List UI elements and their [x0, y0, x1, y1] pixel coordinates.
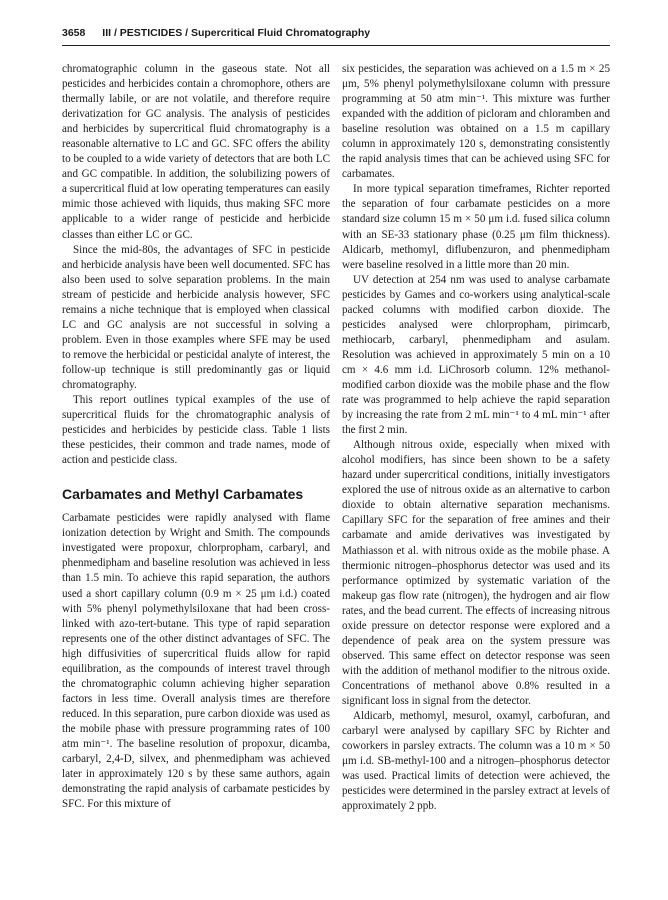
- paragraph: Since the mid-80s, the advantages of SFC in pesticide and herbicide analysis have been well documented. SFC has also been used to solve separation problems. In the main stream of pesticide and herbicide analysis however, SFC remains a niche technique that is employed when classical LC and GC analysis are not successful in solving a problem. Even in those examples where SFE may be used to remove the herbicidal or pesticidal analyte of interest, the follow-up technique is still predominantly gas or liquid chromatography.: [62, 243, 330, 391]
- paragraph: Aldicarb, methomyl, mesurol, oxamyl, carbofuran, and carbaryl were analysed by capillary SFC by Richter and coworkers in parsley extracts. The column was a 10 m × 50 μm i.d. SB-methyl-100 and a nitrogen–phosphorus detector was used. Practical limits of detection were achieved, the pesticides were determined in the parsley extract at levels of approximately 2 ppb.: [342, 710, 610, 813]
- left-column: [62, 62, 330, 812]
- running-title: III / PESTICIDES / Supercritical Fluid Chromatography: [102, 27, 371, 39]
- section-heading: Carbamates and Methyl Carbamates: [62, 486, 304, 503]
- header-rule: [62, 45, 610, 46]
- running-header: [62, 27, 610, 39]
- paragraph: chromatographic column in the gaseous state. Not all pesticides and herbicides contain a chromophore, others are thermally labile, or are not volatile, and therefore require derivatization for GC analysis. The analysis of pesticides and herbicides by supercritical fluid chromatography is a reasonable alternative to LC and GC. SFC offers the ability to be coupled to a wide variety of detectors that are both LC and GC compatible. In addition, the solubilizing powers of a supercritical fluid at low operating temperatures can easily mimic those achieved with liquids, thus making SFC more applicable to a wider range of pesticide and herbicide classes than either LC or GC.: [62, 63, 330, 241]
- page-number: 3658: [62, 27, 86, 39]
- paragraph: In more typical separation timeframes, Richter reported the separation of four carbamate pesticides on a more standard size column 15 m × 50 μm i.d. fused silica column with an SE-33 stationary phase (0.25 μm film thickness). Aldicarb, methomyl, diflubenzuron, and phenmedipham were baseline resolved in a little more than 20 min.: [342, 183, 610, 271]
- paragraph: This report outlines typical examples of the use of supercritical fluids for the chromatographic analysis of pesticides and herbicides by pesticide class. Table 1 lists these pesticides, their common and trade names, mode of action and pesticide class.: [62, 394, 330, 467]
- right-column: [342, 62, 610, 814]
- paragraph: Although nitrous oxide, especially when mixed with alcohol modifiers, has since been shown to be a safety hazard under supercritical conditions, initially investigators explored the use of nitrous oxide as an alternative to carbon dioxide to obtain alternative separation mechanisms. Capillary SFC for the separation of free amines and their carbamate and amide derivatives was investigated by Mathiasson et al. with nitrous oxide as the mobile phase. A thermionic nitrogen–phosphorus detector was used and its performance optimized by systematic variation of the makeup gas flow rate (nitrogen), the hydrogen and air flow rates, and the bead current. The effects of increasing nitrous oxide pressure on detector response were explored and a dependence of peak area on the system pressure was observed. This same effect on detector response was seen with the addition of methanol modifier to the nitrous oxide. Concentrations of methanol above 0.8% resulted in a significant loss in signal from the detector.: [342, 439, 610, 707]
- paragraph: Carbamate pesticides were rapidly analysed with flame ionization detection by Wright and Smith. The compounds investigated were propoxur, chlorpropham, carbaryl, and phenmedipham and baseline resolution was achieved in less than 1.5 min. To achieve this rapid separation, the authors used a short capillary column (0.9 m × 25 μm i.d.) coated with 5% phenyl polymethylsiloxane that had been cross-linked with azo-tert-butane. This type of rapid separation represents one of the other distinct advantages of SFC. The high diffusivities of supercritical fluids allow for rapid equilibration, as the compounds of interest travel through the chromatographic column achieving higher separation factors in less time. Overall analysis times are therefore reduced. In this separation, pure carbon dioxide was used as the mobile phase with pressure programming rates of 100 atm min⁻¹. The baseline resolution of propoxur, dicamba, carbaryl, 2,4-D, silvex, and phenmedipham was achieved later in approximately 120 s by these same authors, again demonstrating the rapid analysis of carbamate pesticides by SFC. For this mixture of: [62, 512, 330, 811]
- paragraph: UV detection at 254 nm was used to analyse carbamate pesticides by Games and co-workers using analytical-scale packed columns with modified carbon dioxide. The pesticides analysed were chlorpropham, pirimcarb, methiocarb, carbaryl, phenmedipham and asulam. Resolution was achieved in approximately 5 min on a 10 cm × 4.6 mm i.d. LiChrosorb column. 12% methanol-modified carbon dioxide was the mobile phase and the flow rate was programmed to help achieve the rapid separation by increasing the rate from 2 mL min⁻¹ to 4 mL min⁻¹ after the first 2 min.: [342, 273, 610, 437]
- paragraph: six pesticides, the separation was achieved on a 1.5 m × 25 μm, 5% phenyl polymethylsiloxane column with pressure programming at 50 atm min⁻¹. This mixture was further expanded with the addition of picloram and chloramben and baseline resolution was obtained on a 1.5 m capillary column in approximately 120 s, demonstrating consistently the rapid analysis times that can be achieved using SFC for carbamates.: [342, 63, 610, 181]
